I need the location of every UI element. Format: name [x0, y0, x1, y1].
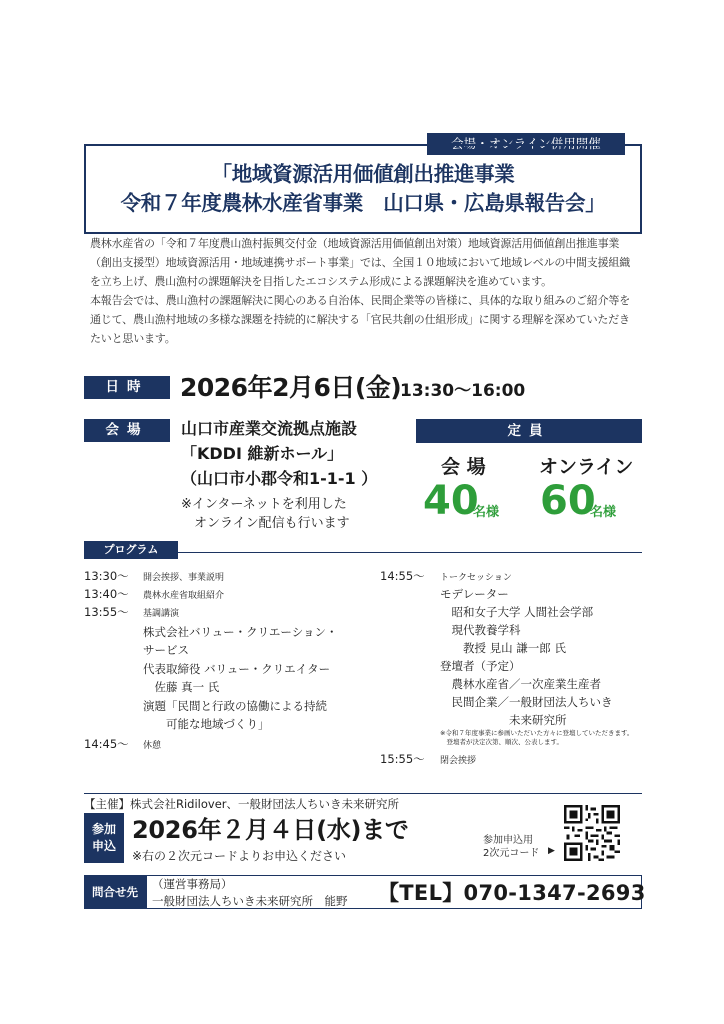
capacity-online-number: 60	[540, 478, 596, 524]
keynote-title-2: 可能な地域づくり」	[143, 717, 270, 731]
capacity-online-heading: オンライン	[539, 456, 634, 478]
moderator-heading: モデレーター	[440, 587, 509, 601]
keynote-speaker: 佐藤 真一 氏	[143, 680, 220, 694]
keynote-title: 演題「民間と行政の協働による持続	[143, 699, 327, 713]
title-line-1: 「地域資源活用価値創出推進事業	[211, 162, 515, 186]
event-time: 13:30〜16:00	[400, 381, 526, 401]
contact-phone[interactable]: 【TEL】070-1347-2693	[378, 881, 646, 905]
online-note-2: オンライン配信も行います	[181, 516, 350, 531]
capacity-label: 定員	[416, 419, 642, 443]
program-title: 閉会挨拶	[440, 756, 477, 766]
venue-address: （山口市小郡令和1-1-1 ）	[181, 469, 378, 488]
apply-note: ※右の２次元コードよりお申込ください	[132, 849, 347, 863]
organizer-text: 【主催】株式会社Ridilover、一般財団法人ちいき未来研究所	[84, 797, 400, 811]
apply-label-1: 参加	[91, 822, 116, 836]
intro-text	[90, 234, 638, 348]
keynote-company-2: サービス	[143, 643, 189, 657]
event-date: 2026年2月6日(金)	[180, 373, 402, 402]
program-title: トークセッション	[440, 573, 512, 583]
moderator-name: 教授 見山 謙一郎 氏	[440, 641, 566, 655]
panelists-line-3: 未来研究所	[440, 713, 567, 727]
panelists-footnote-1: ※令和７年度事業に参画いただいた方々に登壇していただきます。	[440, 729, 634, 737]
program-time: 13:40〜	[84, 587, 129, 601]
capacity-online-unit: 名様	[590, 505, 617, 520]
panelists-line-1: 農林水産省／一次産業生産者	[440, 677, 601, 691]
capacity-venue-number: 40	[423, 478, 479, 524]
contact-office: （運営事務局）	[152, 877, 233, 891]
panelists-line-2: 民間企業／一般財団法人ちいき	[440, 695, 613, 709]
contact-organization: 一般財団法人ちいき未来研究所 能野	[152, 894, 348, 908]
apply-label	[84, 813, 124, 863]
program-title: 農林水産省取組紹介	[143, 591, 225, 601]
qr-caption-2: 2次元コード	[483, 848, 540, 859]
venue-label: 会場	[84, 419, 170, 442]
keynote-company: 株式会社バリュー・クリエーション・	[143, 625, 338, 639]
program-title: 基調講演	[143, 609, 180, 619]
contact-label: 問合せ先	[84, 875, 146, 909]
hybrid-event-badge: 会場・オンライン併用開催	[427, 133, 625, 155]
keynote-position: 代表取締役 バリュー・クリエイター	[143, 662, 331, 676]
program-label: プログラム	[84, 541, 178, 559]
page-title	[84, 160, 642, 218]
capacity-venue-heading: 会 場	[441, 456, 486, 478]
moderator-affiliation: 昭和女子大学 人間社会学部	[440, 605, 594, 619]
intro-paragraph-2: 本報告会では、農山漁村の課題解決に関心のある自治体、民間企業等の皆様に、具体的な取り組みのご紹介等を通じて、農山漁村地域の多様な課題を持続的に解決する「官民共創の仕組形成」に関する理解を深めていただきたいと思います。	[90, 294, 630, 345]
online-note-1: ※インターネットを利用した	[181, 497, 347, 512]
date-label: 日時	[84, 376, 170, 399]
program-time: 13:30〜	[84, 569, 129, 583]
program-time: 14:45〜	[84, 737, 129, 751]
qr-code-icon[interactable]	[564, 805, 620, 861]
program-time: 13:55〜	[84, 605, 129, 619]
intro-paragraph-1: 農林水産省の「令和７年度農山漁村振興交付金（地域資源活用価値創出対策）地域資源活用価値創出推進事業（創出支援型）地域資源活用・地域連携サポート事業」では、全国１０地域において地域レベルの中間支援組織を立ち上げ、農山漁村の課題解決を目指したエコシステム形成による課題解決を進めています。	[90, 237, 630, 288]
program-time: 14:55〜	[380, 569, 425, 583]
qr-caption-1: 参加申込用	[483, 835, 533, 846]
section-separator	[84, 793, 642, 794]
title-line-2: 令和７年度農林水産省事業 山口県・広島県報告会」	[120, 191, 606, 215]
venue-name: 山口市産業交流拠点施設	[181, 419, 358, 438]
program-title: 休憩	[143, 741, 162, 751]
program-title: 開会挨拶、事業説明	[143, 573, 225, 583]
venue-hall: 「KDDI 維新ホール」	[181, 444, 344, 463]
arrow-right-icon: ▶	[548, 846, 555, 856]
moderator-dept: 現代教養学科	[440, 623, 521, 637]
capacity-venue-unit: 名様	[473, 505, 500, 520]
program-time: 15:55〜	[380, 752, 425, 766]
apply-label-2: 申込	[91, 839, 116, 853]
apply-deadline: 2026年２月４日(水)まで	[132, 816, 409, 844]
panelists-footnote-2: 登壇者が決定次第、順次、公表します。	[440, 738, 563, 746]
qr-caption	[483, 834, 539, 860]
panelists-heading: 登壇者（予定）	[440, 659, 521, 673]
